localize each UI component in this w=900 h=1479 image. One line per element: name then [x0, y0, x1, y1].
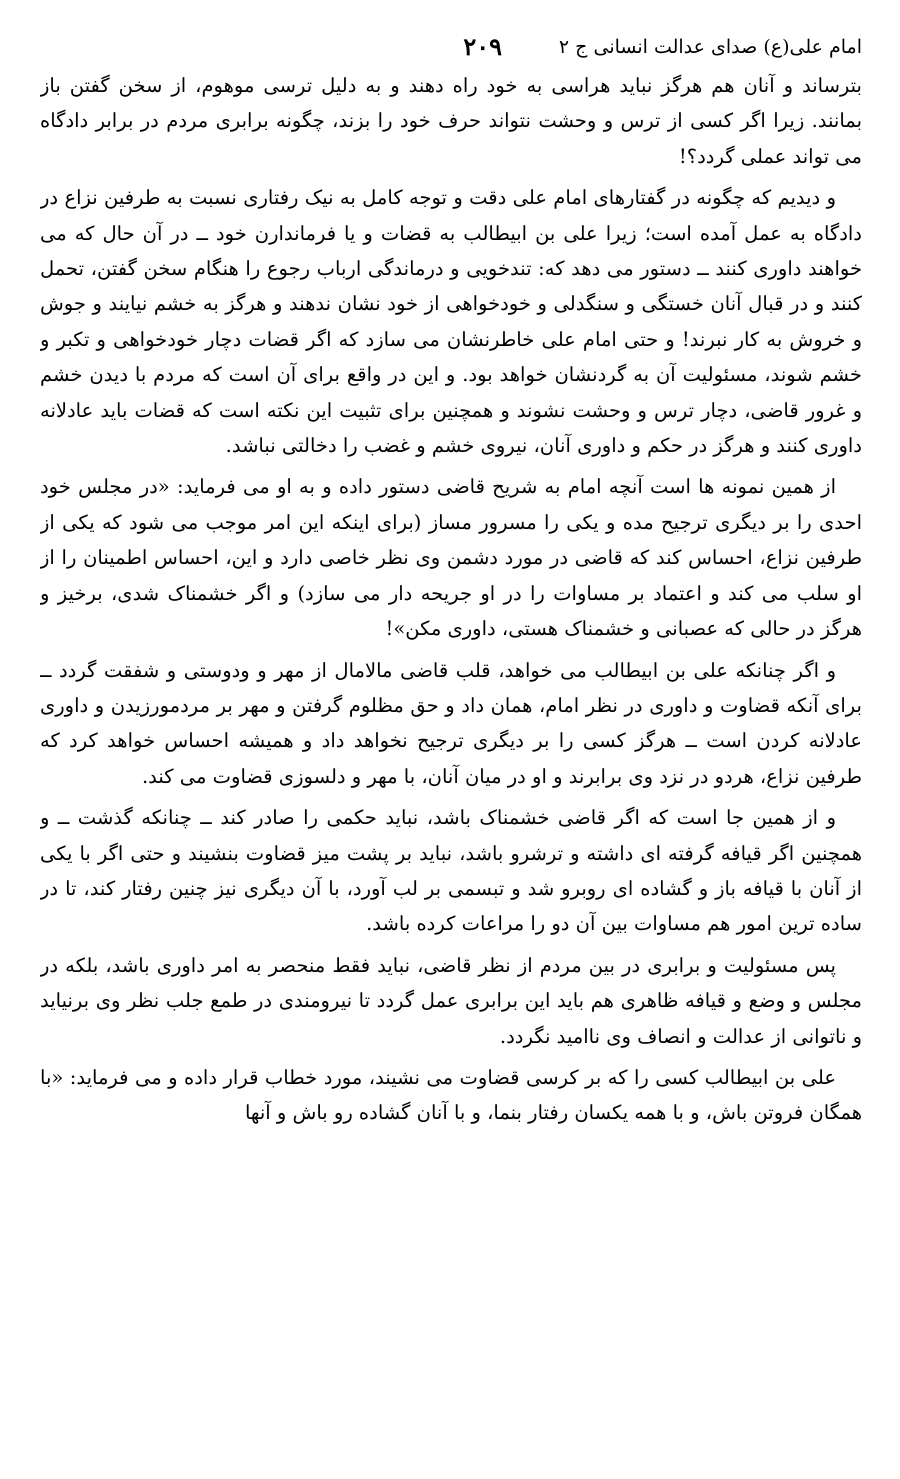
- page-header: [40, 30, 862, 68]
- paragraph-4: و اگر چنانکه علی بن ابیطالب می خواهد، قلب قاضی مالامال از مهر و ودوستی و شفقت گردد ــ برای آنکه قضاوت و داوری در نظر امام، همان داد و حق مظلوم گرفتن و مهر بر مردمورزیدن و داوری عادلانه کردن است ــ هرگز کسی را بر دیگری ترجیح نخواهد داد و همیشه احساس خواهد کرد که طرفین نزاع، هردو در نزد وی برابرند و او در میان آنان، با مهر و دلسوزی قضاوت می کند.: [40, 658, 862, 788]
- book-page: [40, 30, 862, 1450]
- paragraph-3: از همین نمونه ها است آنچه امام به شریح قاضی دستور داده و به او می فرماید: «در مجلس خود احدی را بر دیگری ترجیح مده و یکی را مسرور مساز (برای اینکه این امر موجب می شود که یکی از طرفین نزاع، احساس کند که قاضی در مورد دشمن وی نظر خاصی دارد و این، احساس اطمینان را از او سلب می کند و اعتماد بر مساوات را در او جریحه دار می سازد) و اگر خشمناک شدی، برخیز و هرگز در حالی که عصبانی و خشمناک هستی، داوری مکن»!: [40, 475, 862, 641]
- paragraph-7: علی بن ابیطالب کسی را که بر کرسی قضاوت می نشیند، مورد خطاب قرار داده و می فرماید: «با همگان فروتن باش، و با همه یکسان رفتار بنما، و با آنان گشاده رو باش و آنها: [40, 1065, 862, 1125]
- body-text: [40, 68, 862, 1131]
- paragraph-2: و دیدیم که چگونه در گفتارهای امام علی دقت و توجه کامل به نیک رفتاری نسبت به طرفین نزاع در دادگاه به عمل آمده است؛ زیرا علی بن ابیطالب به قضات و یا فرماندارن خود ــ در آن حال که می خواهند داوری کنند ــ دستور می دهد که: تندخویی و درماندگی ارباب رجوع را هنگام سخن گفتن، تحمل کنند و در قبال آنان خستگی و سنگدلی و خودخواهی از خود نشان ندهند و هرگز به خشم نیایند و جوش و خروش به کار نبرند! و حتی امام علی خاطرنشان می سازد که اگر قضات دچار خودخواهی و تکبر و خشم شوند، مسئولیت آن به گردنشان خواهد بود. و این در واقع برای آن است که مردم با دیدن خشم و غرور قاضی، دچار ترس و وحشت نشوند و همچنین برای تثبیت این نکته است که قضات باید عادلانه داوری کنند و هرگز در حکم و داوری آنان، نیروی خشم و غضب را دخالتی نباشد.: [40, 186, 862, 458]
- page-number: ۲۰۹: [463, 32, 502, 61]
- paragraph-5: و از همین جا است که اگر قاضی خشمناک باشد، نباید حکمی را صادر کند ــ چنانکه گذشت ــ و همچنین اگر قیافه گرفته ای داشته و ترشرو باشد، نباید بر پشت میز قضاوت بنشیند و حتی اگر با یکی از آنان با قیافه باز و گشاده ای روبرو شد و تبسمی بر لب آورد، با آن دیگری نیز چنین رفتار کند، تا در ساده ترین امور هم مساوات بین آن دو را مراعات کرده باشد.: [40, 806, 862, 936]
- paragraph-6: پس مسئولیت و برابری در بین مردم از نظر قاضی، نباید فقط منحصر به امر داوری باشد، بلکه در مجلس و وضع و قیافه ظاهری هم باید این برابری عمل گردد تا نیرومندی در طمع جلب نظر وی برنیاید و ناتوانی از عدالت و انصاف وی ناامید نگردد.: [40, 953, 862, 1048]
- paragraph-1: بترساند و آنان هم هرگز نباید هراسی به خود راه دهند و به دلیل ترسی موهوم، از سخن گفتن باز بمانند. زیرا اگر کسی از ترس و وحشت نتواند حرف خود را بزند، چگونه برابری مردم در برابر دادگاه می تواند عملی گردد؟!: [40, 74, 862, 168]
- running-title: امام علی(ع) صدای عدالت انسانی ج ۲: [558, 36, 862, 58]
